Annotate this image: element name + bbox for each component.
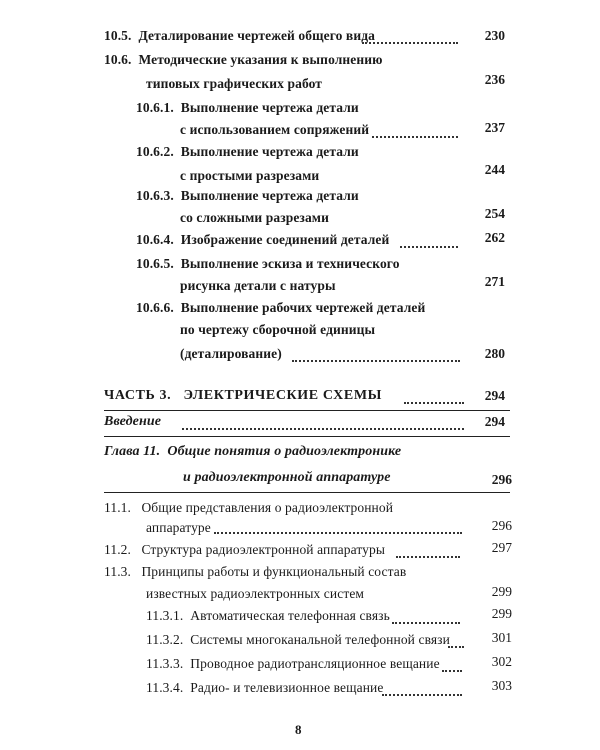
toc-entry-10-6-3: [136, 188, 359, 204]
toc-entry-10-6-1: [136, 100, 359, 116]
entry-number: 11.3.2.: [146, 632, 184, 647]
toc-introduction: [104, 414, 161, 430]
entry-number: 10.6.: [104, 52, 132, 67]
entry-title: Методические указания к выполнению: [138, 52, 383, 67]
entry-page: 262: [484, 230, 505, 245]
toc-entry-10-6-6: [136, 300, 425, 316]
entry-page: 299: [491, 606, 512, 621]
entry-number: 10.6.5.: [136, 256, 174, 271]
entry-page: 294: [484, 388, 505, 403]
part-title: ЭЛЕКТРИЧЕСКИЕ СХЕМЫ: [183, 388, 382, 403]
entry-title: Введение: [104, 414, 162, 429]
entry-title: Структура радиоэлектронной аппаратуры: [141, 542, 386, 557]
entry-page: 296: [491, 472, 512, 487]
entry-page: 301: [491, 630, 512, 645]
dot-leader: [400, 244, 458, 248]
entry-number: 11.3.1.: [146, 608, 184, 623]
entry-title: Системы многоканальной телефонной связи: [190, 632, 450, 647]
dot-leader: [214, 530, 462, 534]
toc-entry-11-3-cont: [146, 586, 364, 602]
toc-entry-10-6-6-cont2: [180, 346, 282, 362]
chapter-title: и радиоэлектронной аппаратуре: [183, 470, 391, 485]
dot-leader: [404, 400, 464, 404]
entry-title: Принципы работы и функциональный состав: [141, 564, 407, 579]
dot-leader: [448, 644, 464, 648]
toc-entry-10-6-3-cont: [180, 210, 329, 226]
entry-page: 294: [484, 414, 505, 429]
entry-title: типовых графических работ: [146, 76, 323, 91]
entry-title: Выполнение чертежа детали: [180, 100, 359, 115]
entry-page: 296: [491, 518, 512, 533]
toc-entry-10-6-4: [136, 232, 389, 248]
entry-number: 11.3.4.: [146, 680, 184, 695]
entry-title: рисунка детали с натуры: [180, 278, 336, 293]
entry-title: с использованием сопряжений: [180, 122, 370, 137]
separator-rule: [104, 410, 510, 411]
toc-entry-10-6-1-cont: [180, 122, 369, 138]
chapter-title: Общие понятия о радиоэлектронике: [167, 444, 402, 459]
entry-page: 271: [484, 274, 505, 289]
entry-number: 11.1.: [104, 500, 131, 515]
entry-title: с простыми разрезами: [180, 168, 320, 183]
toc-entry-10-6-6-cont: [180, 322, 375, 338]
page-number: 8: [295, 722, 302, 737]
entry-number: 10.6.2.: [136, 144, 174, 159]
chapter-number: Глава 11.: [104, 444, 161, 459]
entry-title: Проводное радиотрансляционное вещание: [190, 656, 440, 671]
toc-entry-11-3-3: [146, 656, 440, 672]
entry-title: Выполнение чертежа детали: [180, 188, 359, 203]
entry-page: 297: [491, 540, 512, 555]
toc-entry-10-5: [104, 28, 375, 44]
toc-entry-11-1-cont: [146, 520, 211, 536]
part-number: ЧАСТЬ 3.: [104, 388, 172, 403]
entry-title: (деталирование): [180, 346, 282, 361]
toc-entry-10-6-5: [136, 256, 400, 272]
toc-entry-11-1: [104, 500, 393, 516]
entry-page: 237: [484, 120, 505, 135]
dot-leader: [396, 554, 460, 558]
entry-number: 10.5.: [104, 28, 132, 43]
entry-title: Выполнение чертежа детали: [180, 144, 359, 159]
dot-leader: [392, 620, 460, 624]
entry-title: Изображение соединений деталей: [180, 232, 390, 247]
entry-page: 254: [484, 206, 505, 221]
entry-number: 10.6.6.: [136, 300, 174, 315]
toc-entry-10-6-2: [136, 144, 359, 160]
entry-number: 10.6.1.: [136, 100, 174, 115]
entry-title: аппаратуре: [146, 520, 211, 535]
toc-entry-11-3-2: [146, 632, 450, 648]
toc-entry-11-2: [104, 542, 385, 558]
separator-rule: [104, 436, 510, 437]
entry-title: по чертежу сборочной единицы: [180, 322, 376, 337]
toc-entry-11-3-1: [146, 608, 390, 624]
entry-page: 280: [484, 346, 505, 361]
entry-number: 10.6.4.: [136, 232, 174, 247]
entry-title: Общие представления о радиоэлектронной: [141, 500, 394, 515]
entry-page: 299: [491, 584, 512, 599]
dot-leader: [382, 692, 462, 696]
toc-chapter-11-cont: [183, 470, 391, 486]
dot-leader: [442, 668, 462, 672]
dot-leader: [292, 358, 460, 362]
toc-entry-10-6-cont: [146, 76, 322, 92]
dot-leader: [372, 134, 458, 138]
entry-title: Выполнение рабочих чертежей деталей: [180, 300, 426, 315]
entry-page: 303: [491, 678, 512, 693]
toc-entry-11-3-4: [146, 680, 383, 696]
entry-page: 302: [491, 654, 512, 669]
entry-title: Деталирование чертежей общего вида: [138, 28, 375, 43]
toc-entry-11-3: [104, 564, 406, 580]
entry-title: со сложными разрезами: [180, 210, 329, 225]
toc-part-3: [104, 388, 382, 404]
entry-page: 230: [484, 28, 505, 43]
entry-title: Радио- и телевизионное вещание: [190, 680, 384, 695]
entry-title: Выполнение эскиза и технического: [180, 256, 400, 271]
entry-number: 11.3.: [104, 564, 131, 579]
toc-entry-10-6-2-cont: [180, 168, 319, 184]
toc-chapter-11: [104, 444, 401, 460]
entry-page: 236: [484, 72, 505, 87]
separator-rule: [104, 492, 510, 493]
dot-leader: [362, 40, 458, 44]
entry-title: Автоматическая телефонная связь: [190, 608, 390, 623]
dot-leader: [182, 426, 464, 430]
entry-page: 244: [484, 162, 505, 177]
entry-number: 10.6.3.: [136, 188, 174, 203]
entry-title: известных радиоэлектронных систем: [146, 586, 365, 601]
toc-entry-10-6: [104, 52, 383, 68]
entry-number: 11.2.: [104, 542, 131, 557]
toc-entry-10-6-5-cont: [180, 278, 336, 294]
entry-number: 11.3.3.: [146, 656, 184, 671]
